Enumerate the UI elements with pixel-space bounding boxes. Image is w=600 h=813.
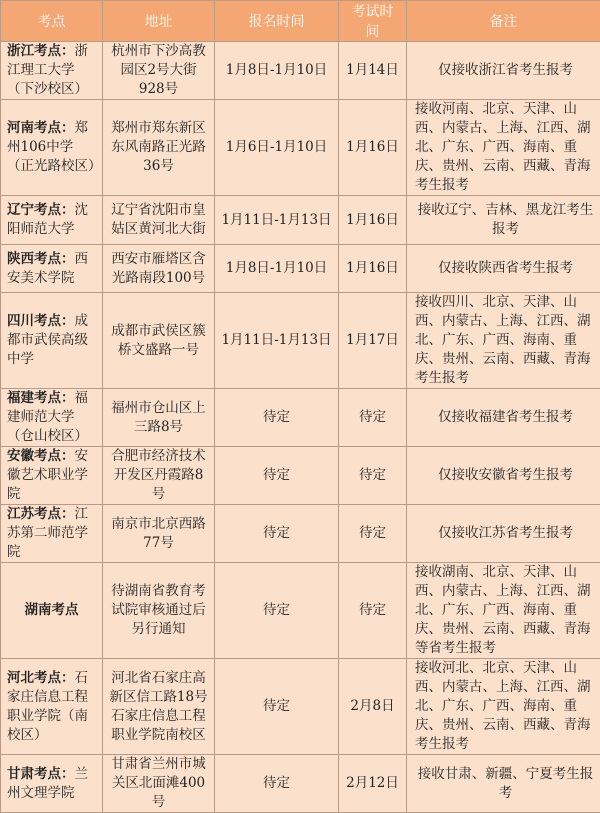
exam-cell: 待定 bbox=[339, 563, 407, 659]
site-detail: 福建师范大学（仓山校区） bbox=[7, 390, 88, 444]
site-detail: 安徽艺术职业学院 bbox=[7, 448, 88, 502]
site-cell bbox=[1, 563, 103, 659]
note-cell: 仅接收安徽省考生报考 bbox=[407, 447, 600, 505]
site-detail: 兰州文理学院 bbox=[7, 766, 88, 801]
address-cell: 甘肃省兰州市城关区北面滩400号 bbox=[103, 755, 215, 813]
note-cell: 接收四川、北京、天津、山西、内蒙古、上海、江西、湖北、广东、广西、海南、重庆、贵州、云南、西藏、青海考生报考 bbox=[407, 293, 600, 389]
registration-cell: 待定 bbox=[215, 563, 339, 659]
header-notes: 备注 bbox=[407, 1, 600, 42]
site-cell bbox=[1, 447, 103, 505]
registration-cell: 1月8日-1月10日 bbox=[215, 245, 339, 293]
address-cell: 成都市武侯区簇桥文盛路一号 bbox=[103, 293, 215, 389]
site-cell bbox=[1, 389, 103, 447]
note-cell: 接收河南、北京、天津、山西、内蒙古、上海、江西、湖北、广东、广西、海南、重庆、贵州、云南、西藏、青海考生报考 bbox=[407, 100, 600, 196]
site-cell bbox=[1, 755, 103, 813]
exam-cell: 1月16日 bbox=[339, 245, 407, 293]
exam-cell: 2月12日 bbox=[339, 755, 407, 813]
header-address: 地址 bbox=[103, 1, 215, 42]
site-name: 甘肃考点： bbox=[7, 766, 75, 782]
note-cell: 仅接收浙江省考生报考 bbox=[407, 42, 600, 100]
site-detail: 江苏第二师范学院 bbox=[7, 506, 88, 560]
exam-cell: 2月8日 bbox=[339, 659, 407, 755]
table-row bbox=[1, 659, 600, 755]
exam-cell: 1月17日 bbox=[339, 293, 407, 389]
table-header-row bbox=[1, 1, 600, 42]
table-row bbox=[1, 196, 600, 245]
table-row bbox=[1, 447, 600, 505]
site-name: 陕西考点： bbox=[7, 251, 75, 267]
header-site: 考点 bbox=[1, 1, 103, 42]
site-name: 河南考点： bbox=[7, 120, 75, 136]
table-row bbox=[1, 245, 600, 293]
registration-cell: 待定 bbox=[215, 389, 339, 447]
site-detail: 郑州106中学（正光路校区） bbox=[7, 120, 102, 174]
registration-cell: 待定 bbox=[215, 659, 339, 755]
site-cell bbox=[1, 505, 103, 563]
site-cell bbox=[1, 245, 103, 293]
registration-cell: 1月11日-1月13日 bbox=[215, 293, 339, 389]
exam-cell: 1月16日 bbox=[339, 196, 407, 245]
address-cell: 西安市雁塔区含光路南段100号 bbox=[103, 245, 215, 293]
table-row bbox=[1, 42, 600, 100]
address-cell: 南京市北京西路77号 bbox=[103, 505, 215, 563]
note-cell: 接收辽宁、吉林、黑龙江考生报考 bbox=[407, 196, 600, 245]
registration-cell: 1月8日-1月10日 bbox=[215, 42, 339, 100]
exam-cell: 待定 bbox=[339, 389, 407, 447]
table-row bbox=[1, 389, 600, 447]
site-name: 福建考点： bbox=[7, 390, 75, 406]
header-exam-time: 考试时间 bbox=[339, 1, 407, 42]
site-detail: 西安美术学院 bbox=[7, 251, 88, 286]
table-row bbox=[1, 755, 600, 813]
exam-cell: 1月14日 bbox=[339, 42, 407, 100]
site-name: 河北考点： bbox=[7, 670, 75, 686]
registration-cell: 待定 bbox=[215, 505, 339, 563]
site-cell bbox=[1, 196, 103, 245]
exam-cell: 待定 bbox=[339, 505, 407, 563]
table-row bbox=[1, 293, 600, 389]
site-name: 浙江考点： bbox=[7, 43, 75, 59]
site-cell bbox=[1, 293, 103, 389]
exam-cell: 1月16日 bbox=[339, 100, 407, 196]
note-cell: 接收河北、北京、天津、山西、内蒙古、上海、江西、湖北、广东、广西、海南、重庆、贵州、云南、西藏、青海考生报考 bbox=[407, 659, 600, 755]
address-cell: 福州市仓山区上三路8号 bbox=[103, 389, 215, 447]
site-name: 湖南考点 bbox=[25, 602, 79, 618]
address-cell: 辽宁省沈阳市皇姑区黄河北大街 bbox=[103, 196, 215, 245]
site-name: 四川考点： bbox=[7, 313, 75, 329]
site-detail: 浙江理工大学（下沙校区） bbox=[7, 43, 88, 97]
site-detail: 成都市武侯高级中学 bbox=[7, 313, 88, 367]
site-cell bbox=[1, 659, 103, 755]
registration-cell: 待定 bbox=[215, 447, 339, 505]
address-cell: 合肥市经济技术开发区丹霞路8号 bbox=[103, 447, 215, 505]
site-cell bbox=[1, 100, 103, 196]
site-name: 辽宁考点： bbox=[7, 202, 75, 218]
note-cell: 仅接收陕西省考生报考 bbox=[407, 245, 600, 293]
note-cell: 仅接收江苏省考生报考 bbox=[407, 505, 600, 563]
address-cell: 河北省石家庄高新区信工路18号石家庄信息工程职业学院南校区 bbox=[103, 659, 215, 755]
site-name: 江苏考点： bbox=[7, 506, 75, 522]
table-row bbox=[1, 100, 600, 196]
note-cell: 仅接收福建省考生报考 bbox=[407, 389, 600, 447]
site-detail: 石家庄信息工程职业学院（南校区） bbox=[7, 670, 88, 743]
site-name: 安徽考点： bbox=[7, 448, 75, 464]
note-cell: 接收湖南、北京、天津、山西、内蒙古、上海、江西、湖北、广东、广西、海南、重庆、贵州、云南、西藏、青海等省考生报考 bbox=[407, 563, 600, 659]
address-cell: 杭州市下沙高教园区2号大街928号 bbox=[103, 42, 215, 100]
registration-cell: 1月11日-1月13日 bbox=[215, 196, 339, 245]
address-cell: 待湖南省教育考试院审核通过后另行通知 bbox=[103, 563, 215, 659]
registration-cell: 待定 bbox=[215, 755, 339, 813]
table-row bbox=[1, 563, 600, 659]
registration-cell: 1月6日-1月10日 bbox=[215, 100, 339, 196]
exam-cell: 待定 bbox=[339, 447, 407, 505]
address-cell: 郑州市郑东新区东风南路正光路36号 bbox=[103, 100, 215, 196]
note-cell: 接收甘肃、新疆、宁夏考生报考 bbox=[407, 755, 600, 813]
header-registration-time: 报名时间 bbox=[215, 1, 339, 42]
site-cell bbox=[1, 42, 103, 100]
site-detail: 沈阳师范大学 bbox=[7, 202, 88, 237]
table-row bbox=[1, 505, 600, 563]
